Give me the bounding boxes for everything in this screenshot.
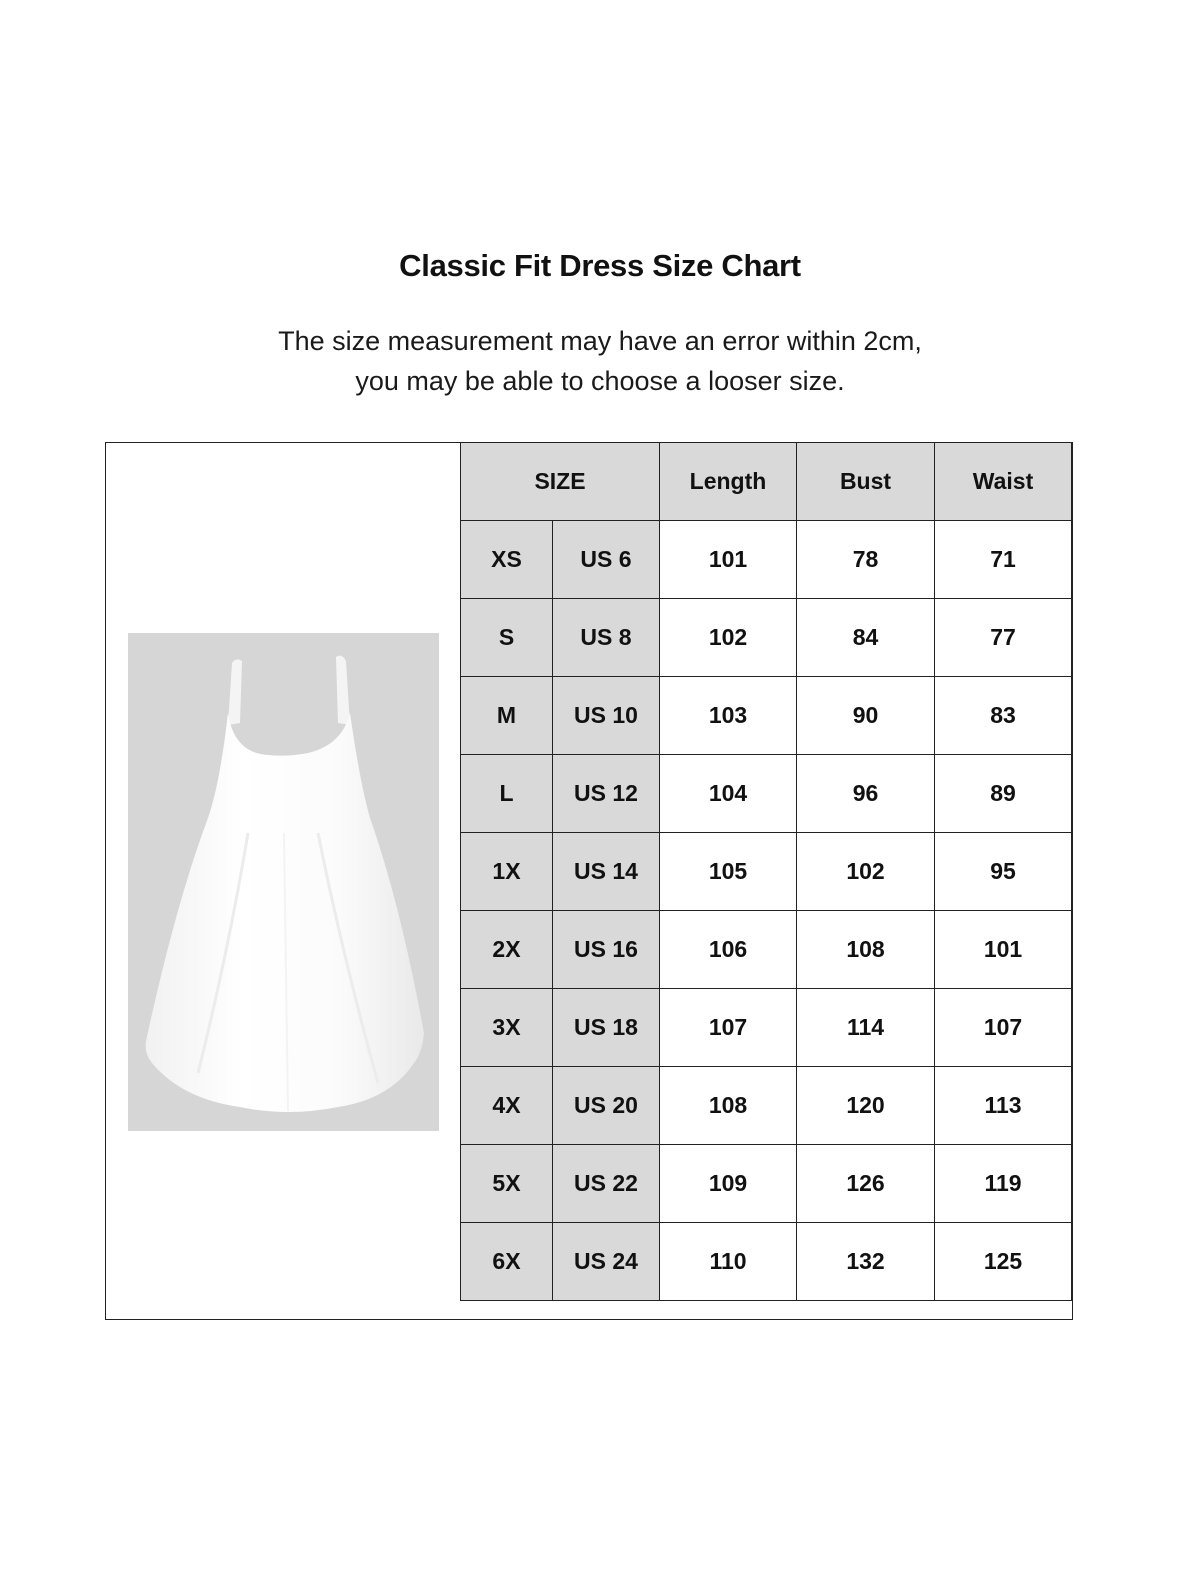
cell-us-size: US 14	[553, 833, 660, 911]
cell-waist: 125	[935, 1223, 1072, 1301]
page-title: Classic Fit Dress Size Chart	[399, 248, 801, 283]
cell-length: 101	[660, 521, 797, 599]
table-row	[461, 911, 1072, 989]
cell-us-size: US 10	[553, 677, 660, 755]
cell-bust: 132	[797, 1223, 935, 1301]
product-image-area	[106, 443, 461, 1319]
header-length: Length	[660, 443, 797, 521]
size-chart-frame	[105, 442, 1073, 1320]
cell-waist: 71	[935, 521, 1072, 599]
cell-size: 2X	[461, 911, 553, 989]
cell-waist: 101	[935, 911, 1072, 989]
cell-waist: 95	[935, 833, 1072, 911]
table-row	[461, 1223, 1072, 1301]
cell-bust: 90	[797, 677, 935, 755]
cell-bust: 96	[797, 755, 935, 833]
cell-waist: 83	[935, 677, 1072, 755]
table-row	[461, 599, 1072, 677]
cell-bust: 108	[797, 911, 935, 989]
header-size: SIZE	[461, 443, 660, 521]
cell-size: L	[461, 755, 553, 833]
cell-bust: 120	[797, 1067, 935, 1145]
cell-size: 6X	[461, 1223, 553, 1301]
measurement-note-line-1: The size measurement may have an error within 2cm,	[278, 326, 922, 356]
cell-bust: 114	[797, 989, 935, 1067]
header-waist: Waist	[935, 443, 1072, 521]
cell-size: 5X	[461, 1145, 553, 1223]
table-header-row	[461, 443, 1072, 521]
table-row	[461, 833, 1072, 911]
cell-length: 110	[660, 1223, 797, 1301]
cell-bust: 78	[797, 521, 935, 599]
cell-length: 103	[660, 677, 797, 755]
product-photo	[128, 633, 439, 1131]
size-table	[460, 442, 1072, 1301]
cell-size: S	[461, 599, 553, 677]
cell-waist: 89	[935, 755, 1072, 833]
cell-us-size: US 12	[553, 755, 660, 833]
table-row	[461, 1067, 1072, 1145]
cell-us-size: US 24	[553, 1223, 660, 1301]
cell-length: 109	[660, 1145, 797, 1223]
table-row	[461, 755, 1072, 833]
header-bust: Bust	[797, 443, 935, 521]
cell-us-size: US 8	[553, 599, 660, 677]
cell-us-size: US 6	[553, 521, 660, 599]
cell-bust: 126	[797, 1145, 935, 1223]
cell-us-size: US 18	[553, 989, 660, 1067]
cell-size: 3X	[461, 989, 553, 1067]
cell-us-size: US 20	[553, 1067, 660, 1145]
cell-length: 107	[660, 989, 797, 1067]
cell-length: 102	[660, 599, 797, 677]
table-row	[461, 989, 1072, 1067]
cell-size: 1X	[461, 833, 553, 911]
cell-length: 105	[660, 833, 797, 911]
cell-size: XS	[461, 521, 553, 599]
cell-waist: 113	[935, 1067, 1072, 1145]
cell-waist: 119	[935, 1145, 1072, 1223]
table-row	[461, 677, 1072, 755]
cell-waist: 77	[935, 599, 1072, 677]
measurement-note-line-2: you may be able to choose a looser size.	[355, 366, 845, 396]
cell-waist: 107	[935, 989, 1072, 1067]
cell-us-size: US 22	[553, 1145, 660, 1223]
cell-length: 104	[660, 755, 797, 833]
cell-bust: 84	[797, 599, 935, 677]
cell-length: 108	[660, 1067, 797, 1145]
cell-us-size: US 16	[553, 911, 660, 989]
cell-bust: 102	[797, 833, 935, 911]
white-dress-illustration	[128, 633, 439, 1131]
cell-size: 4X	[461, 1067, 553, 1145]
cell-length: 106	[660, 911, 797, 989]
table-row	[461, 1145, 1072, 1223]
table-row	[461, 521, 1072, 599]
cell-size: M	[461, 677, 553, 755]
